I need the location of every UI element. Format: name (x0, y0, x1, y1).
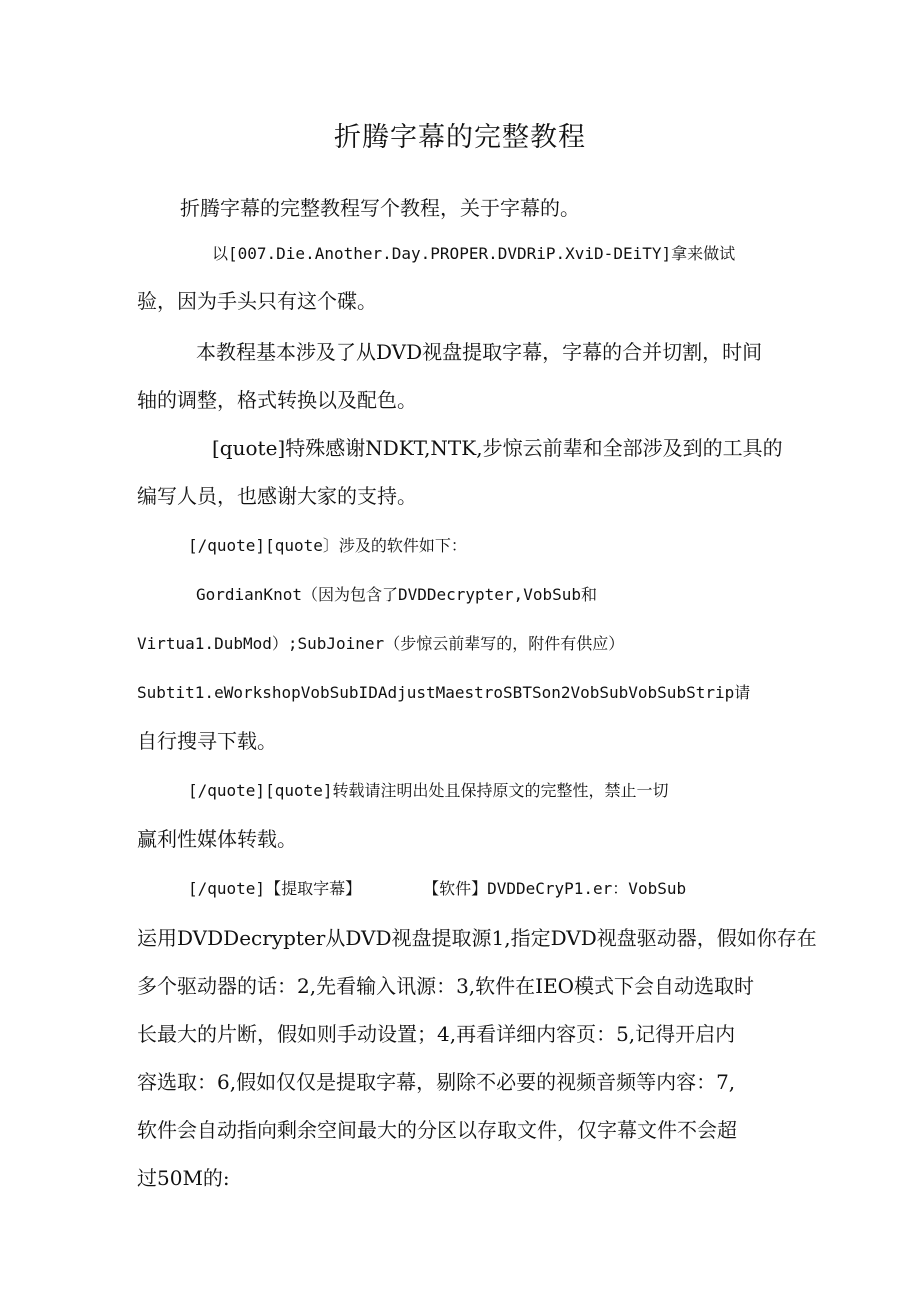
paragraph-line (137, 1113, 787, 1147)
paragraph-line (212, 431, 862, 465)
paragraph-line (137, 284, 787, 318)
paragraph-line (137, 921, 817, 955)
paragraph-line (137, 1161, 787, 1195)
paragraph-text: 长最大的片断，假如则手动设置；4,再看详细内容页：5,记得开启内 (137, 1022, 736, 1046)
paragraph-line (180, 191, 830, 225)
paragraph-text: 本教程基本涉及了从DVD视盘提取字幕，字幕的合并切割，时间 (196, 340, 763, 364)
paragraph-text: 验，因为手头只有这个碟。 (137, 289, 377, 313)
paragraph-line (137, 383, 787, 417)
paragraph-line (137, 822, 787, 856)
paragraph-text: 过50M的: (137, 1166, 230, 1190)
paragraph-text: 多个驱动器的话：2,先看输入讯源：3,软件在IEO模式下会自动选取时 (137, 974, 755, 998)
paragraph-text: [quote]特殊感谢NDKT,NTK,步惊云前辈和全部涉及到的工具的 (212, 436, 783, 460)
paragraph-text: 自行搜寻下载。 (137, 729, 277, 753)
paragraph-line (137, 1017, 787, 1051)
document-title: 折腾字幕的完整教程 (334, 122, 586, 153)
paragraph-text: 运用DVDDecrypter从DVD视盘提取源1,指定DVD视盘驱动器，假如你存在 (137, 926, 817, 950)
paragraph-text: 编写人员，也感谢大家的支持。 (137, 484, 417, 508)
paragraph-line (137, 969, 787, 1003)
paragraph-line (212, 237, 862, 271)
paragraph-text: 赢利性媒体转载。 (137, 827, 297, 851)
paragraph-text: [/quote][quote〕涉及的软件如下： (188, 536, 467, 555)
paragraph-text: GordianKnot（因为包含了DVDDecrypter,VobSub和 (196, 585, 597, 604)
paragraph-line (188, 872, 838, 906)
paragraph-text: 轴的调整，格式转换以及配色。 (137, 388, 417, 412)
paragraph-text: 容选取：6,假如仅仅是提取字幕，剔除不必要的视频音频等内容：7, (137, 1070, 736, 1094)
paragraph-text: Virtua1.DubMod）;SubJoiner（步惊云前辈写的，附件有供应） (137, 634, 625, 653)
paragraph-text: 以[007.Die.Another.Day.PROPER.DVDRiP.XviD-DEiTY]拿来做试 (212, 244, 736, 263)
paragraph-line (188, 529, 838, 563)
paragraph-text: Subtit1.eWorkshopVobSubIDAdjustMaestroSBTSon2VobSubVobSubStrip请 (137, 683, 751, 702)
paragraph-line (137, 676, 787, 710)
paragraph-text: 【软件】DVDDeCryP1.er：VobSub (423, 879, 687, 898)
paragraph-line (137, 479, 787, 513)
paragraph-line (196, 578, 846, 612)
paragraph-text: 折腾字幕的完整教程写个教程，关于字幕的。 (180, 196, 580, 220)
paragraph-text: 软件会自动指向剩余空间最大的分区以存取文件，仅字幕文件不会超 (137, 1118, 737, 1142)
paragraph-line (137, 1065, 787, 1099)
paragraph-line (137, 724, 787, 758)
paragraph-line (188, 774, 838, 808)
paragraph-text: [/quote][quote]转载请注明出处且保持原文的完整性，禁止一切 (188, 781, 669, 800)
paragraph-line (137, 627, 787, 661)
paragraph-text: [/quote]【提取字幕】 (188, 879, 362, 898)
paragraph-line (196, 335, 846, 369)
